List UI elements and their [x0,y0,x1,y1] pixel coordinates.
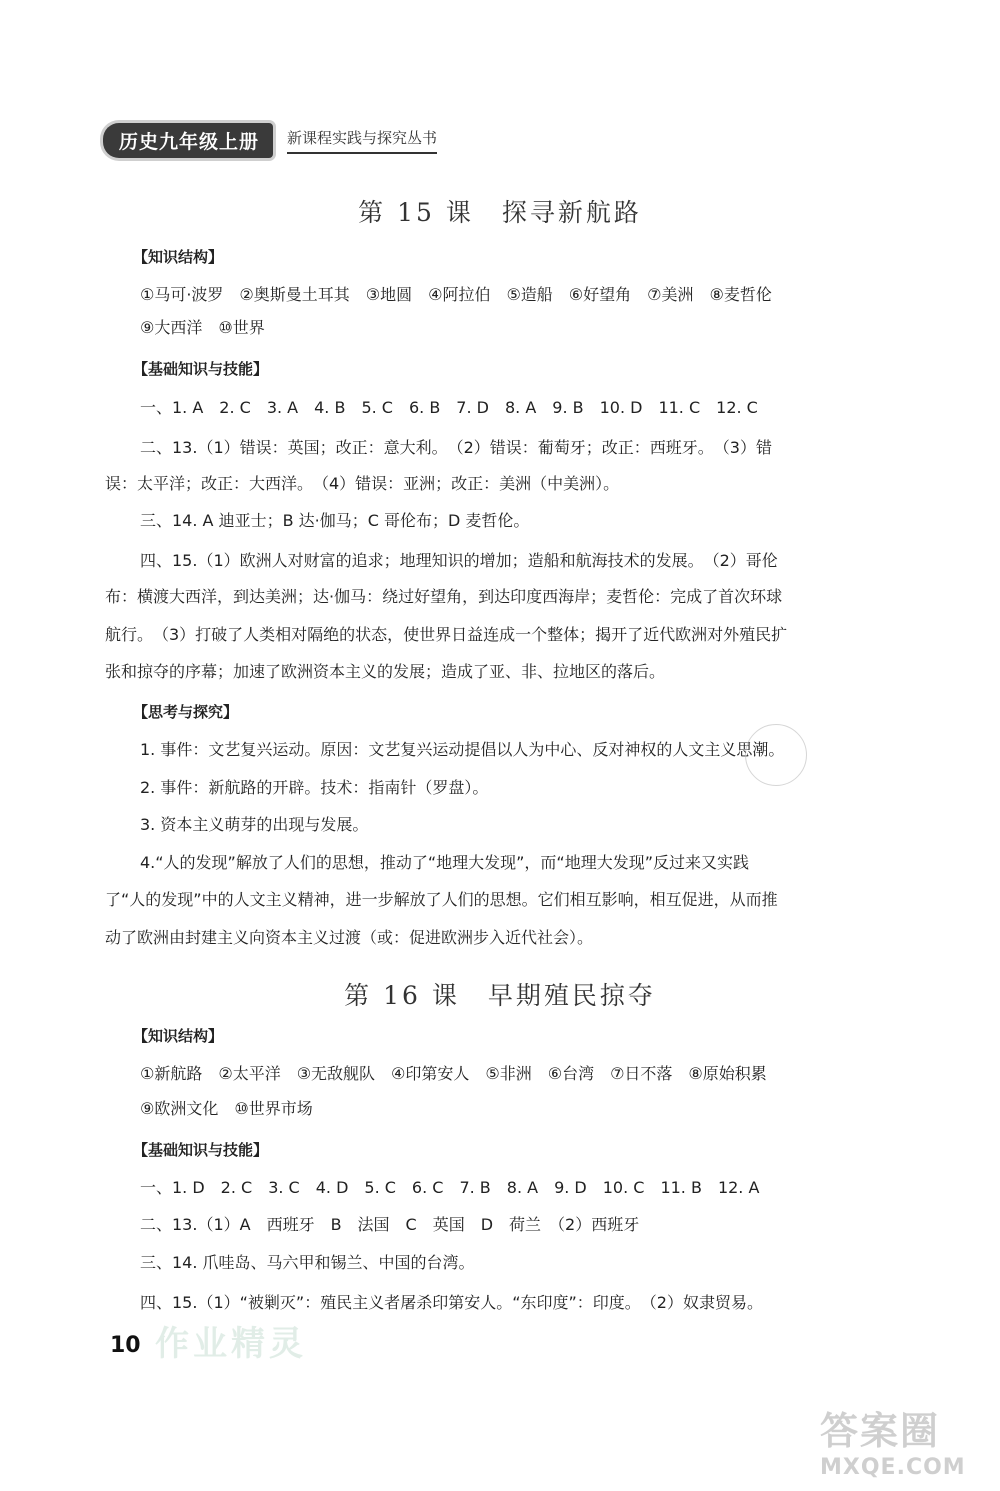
series-title: 新课程实践与探究丛书 [287,127,437,154]
lesson-16-basic-heading: 【基础知识与技能】 [133,1141,269,1159]
page-number: 10 [110,1333,141,1358]
faint-watermark-text: 作业精灵 [155,1324,307,1364]
lesson-15-title: 第 15 课 探寻新航路 [358,198,642,227]
lesson-15-knowledge-line-1: ①马可·波罗 ②奥斯曼土耳其 ③地圆 ④阿拉伯 ⑤造船 ⑥好望角 ⑦美洲 ⑧麦哲伦 [140,285,772,304]
faint-stamp-mark [745,724,807,786]
lesson-15-think-line: 1. 事件：文艺复兴运动。原因：文艺复兴运动提倡以人为中心、反对神权的人文主义思潮。 [140,740,785,759]
lesson-15-answer-line: 误：太平洋；改正：大西洋。 （4）错误：亚洲；改正：美洲（中美洲）。 [105,474,620,493]
lesson-15-answer-line: 航行。 （3）打破了人类相对隔绝的状态，使世界日益连成一个整体；揭开了近代欧洲对外殖民扩 [105,625,788,644]
lesson-15-knowledge-line-2: ⑨大西洋 ⑩世界 [140,318,265,337]
lesson-15-answer-line: 四、15.（1）欧洲人对财富的追求；地理知识的增加；造船和航海技术的发展。 （2）哥伦 [140,551,778,570]
lesson-15-knowledge-heading: 【知识结构】 [133,248,224,266]
lesson-16-answer-line: 四、15.（1）“被剿灭”：殖民主义者屠杀印第安人。“东印度”：印度。 （2）奴隶贸易。 [140,1293,763,1312]
lesson-16-answer-line: 一、1. D 2. C 3. C 4. D 5. C 6. C 7. B 8. A 9. D 10. C 11. B 12. A [140,1178,760,1197]
lesson-16-answer-line: 三、14. 爪哇岛、马六甲和锡兰、中国的台湾。 [140,1253,475,1272]
lesson-15-answer-line: 三、14. A 迪亚士；B 达·伽马；C 哥伦布；D 麦哲伦。 [140,511,530,530]
lesson-16-title: 第 16 课 早期殖民掠夺 [344,981,656,1010]
watermark-logo [820,1400,970,1480]
watermark-logo-title: 答案圈 [820,1409,941,1453]
book-title-badge: 历史九年级上册 [103,123,273,158]
lesson-15-basic-heading: 【基础知识与技能】 [133,360,269,378]
lesson-15-think-line: 3. 资本主义萌芽的出现与发展。 [140,815,369,834]
lesson-15-answer-line: 一、1. A 2. C 3. A 4. B 5. C 6. B 7. D 8. A 9. B 10. D 11. C 12. C [140,398,758,417]
lesson-15-answer-line: 张和掠夺的序幕；加速了欧洲资本主义的发展；造成了亚、非、拉地区的落后。 [105,662,666,681]
lesson-15-answer-line: 二、13.（1）错误：英国；改正：意大利。 （2）错误：葡萄牙；改正：西班牙。 （3）错 [140,438,772,457]
lesson-16-knowledge-line-1: ①新航路 ②太平洋 ③无敌舰队 ④印第安人 ⑤非洲 ⑥台湾 ⑦日不落 ⑧原始积累 [140,1064,767,1083]
lesson-15-think-line: 2. 事件：新航路的开辟。技术：指南针（罗盘）。 [140,778,489,797]
lesson-16-knowledge-heading: 【知识结构】 [133,1027,224,1045]
lesson-15-think-line: 了“人的发现”中的人文主义精神，进一步解放了人们的思想。它们相互影响，相互促进，从而推 [105,890,778,909]
lesson-15-think-heading: 【思考与探究】 [133,703,239,721]
lesson-15-answer-line: 布：横渡大西洋，到达美洲；达·伽马：绕过好望角，到达印度西海岸；麦哲伦：完成了首次环球 [105,587,783,606]
lesson-15-think-line: 4.“人的发现”解放了人们的思想，推动了“地理大发现”，而“地理大发现”反过来又实践 [140,853,750,872]
lesson-16-answer-line: 二、13.（1）A 西班牙 B 法国 C 英国 D 荷兰 （2）西班牙 [140,1215,640,1234]
watermark-logo-url: MXQE.COM [820,1455,966,1480]
book-header [103,123,437,157]
lesson-16-knowledge-line-2: ⑨欧洲文化 ⑩世界市场 [140,1099,313,1118]
lesson-15-think-line: 动了欧洲由封建主义向资本主义过渡（或：促进欧洲步入近代社会）。 [105,928,594,947]
